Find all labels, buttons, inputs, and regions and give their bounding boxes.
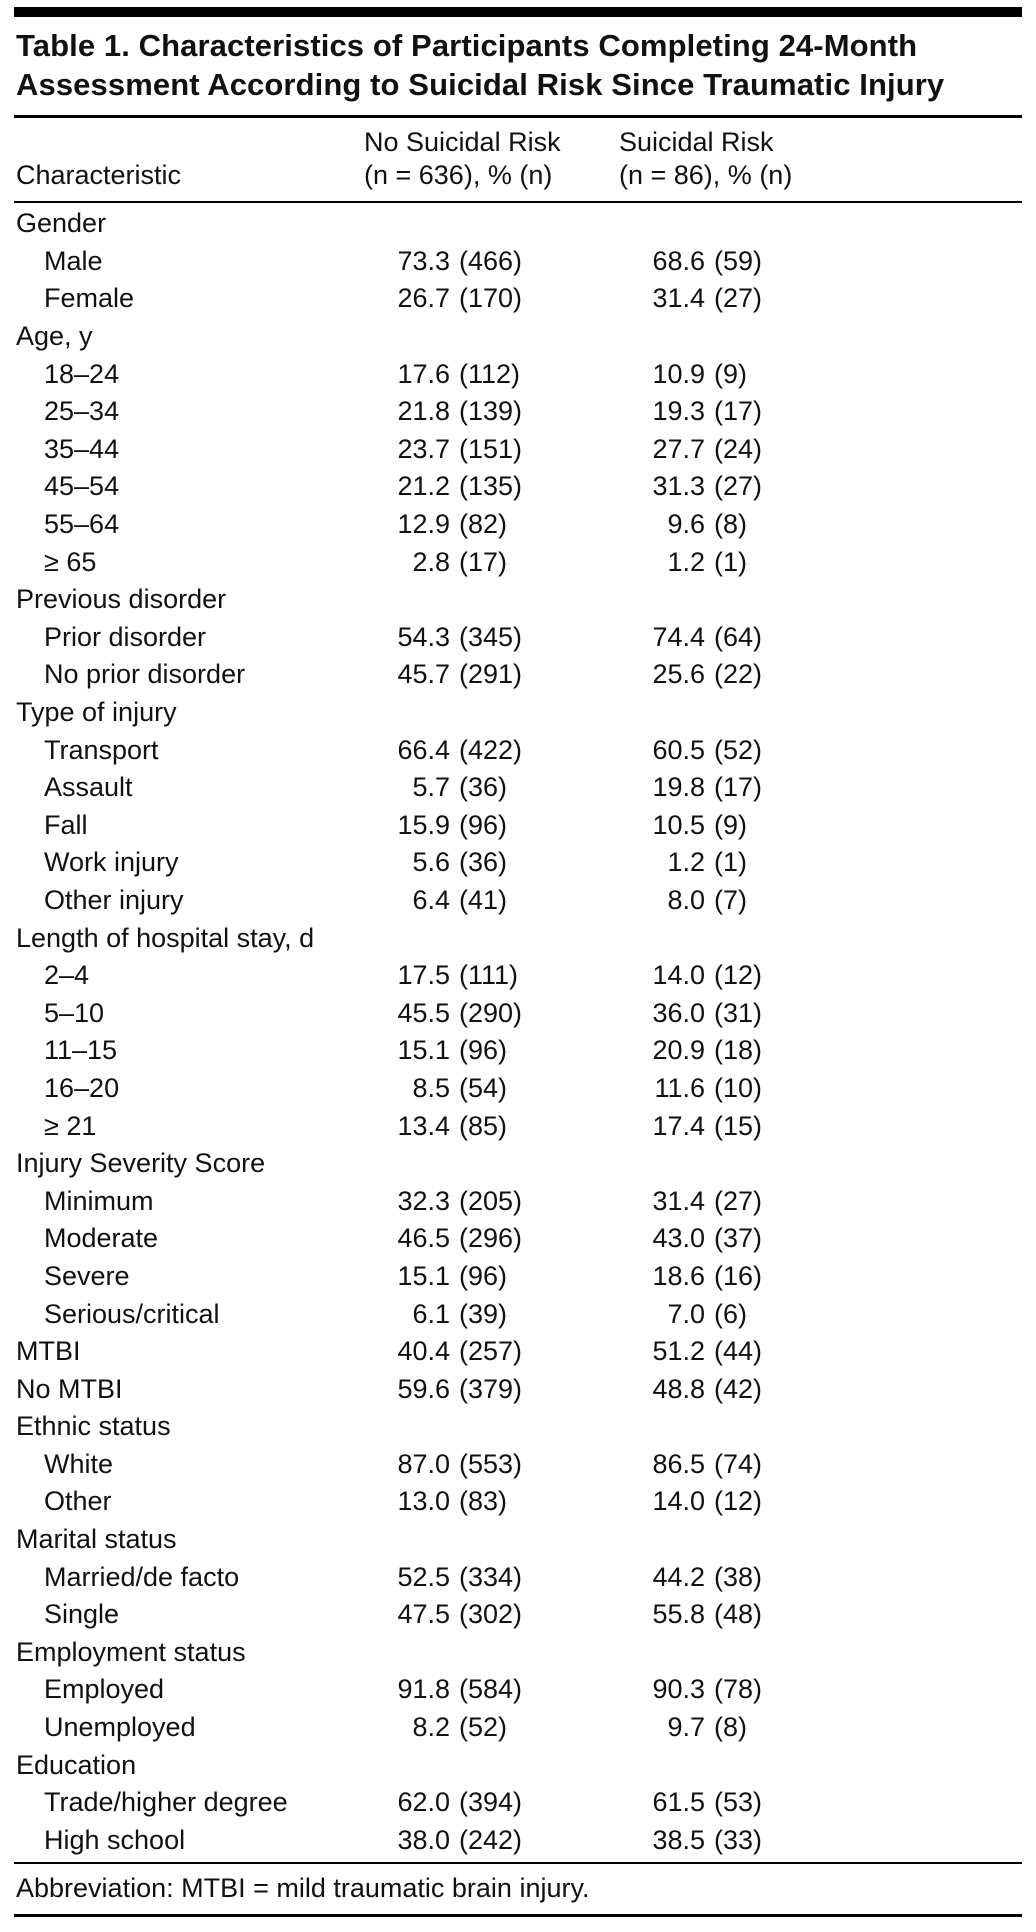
- value-no-risk: 45.7 (291): [397, 659, 523, 690]
- value-no-risk: 62.0 (394): [397, 1787, 523, 1818]
- table-row: [14, 205, 1022, 243]
- table-row: [14, 619, 1022, 657]
- value-no-risk: 91.8 (584): [397, 1674, 523, 1705]
- value-no-risk: 6.4 (41): [412, 884, 508, 915]
- row-label: Transport: [44, 734, 159, 765]
- value-no-risk: 21.2 (135): [397, 471, 523, 502]
- value-risk: 18.6 (16): [652, 1260, 763, 1291]
- value-no-risk: 47.5 (302): [397, 1599, 523, 1630]
- row-label: Serious/critical: [44, 1298, 220, 1329]
- row-label: Ethnic status: [16, 1411, 171, 1442]
- value-risk: 8.0 (7): [667, 884, 747, 915]
- row-label: Assault: [44, 772, 133, 803]
- table-row: [14, 994, 1022, 1032]
- value-no-risk: 46.5 (296): [397, 1223, 523, 1254]
- value-risk: 60.5 (52): [652, 734, 763, 765]
- value-no-risk: 8.2 (52): [412, 1712, 508, 1743]
- value-no-risk: 15.1 (96): [397, 1035, 508, 1066]
- value-no-risk: 59.6 (379): [397, 1373, 523, 1404]
- column-header-no-risk-line1: No Suicidal Risk: [364, 127, 561, 157]
- table-row: [14, 1145, 1022, 1183]
- table-row: [14, 506, 1022, 544]
- value-risk: 68.6 (59): [652, 245, 763, 276]
- row-label: High school: [44, 1824, 186, 1855]
- row-label: MTBI: [16, 1336, 81, 1367]
- row-label: Moderate: [44, 1223, 159, 1254]
- row-label: 45–54: [44, 471, 120, 502]
- value-no-risk: 52.5 (334): [397, 1561, 523, 1592]
- row-label: ≥ 21: [44, 1110, 97, 1141]
- value-risk: 14.0 (12): [652, 1486, 763, 1517]
- row-label: Female: [44, 283, 135, 314]
- value-risk: 9.6 (8): [667, 509, 747, 540]
- row-label: 25–34: [44, 396, 120, 427]
- table-row: [14, 1634, 1022, 1672]
- value-risk: 1.2 (1): [667, 847, 747, 878]
- table-row: [14, 1671, 1022, 1709]
- value-risk: 51.2 (44): [652, 1336, 763, 1367]
- table-header: [14, 118, 1022, 201]
- value-risk: 74.4 (64): [652, 621, 763, 652]
- table-row: [14, 1070, 1022, 1108]
- value-risk: 10.5 (9): [652, 809, 747, 840]
- column-header-no-risk: [364, 126, 619, 192]
- table-row: [14, 1784, 1022, 1822]
- table-row: [14, 957, 1022, 995]
- row-label: 5–10: [44, 997, 105, 1028]
- table-row: [14, 1182, 1022, 1220]
- table-row: [14, 694, 1022, 732]
- table-row: [14, 355, 1022, 393]
- row-label: Married/de facto: [44, 1561, 240, 1592]
- value-risk: 20.9 (18): [652, 1035, 763, 1066]
- table-row: [14, 769, 1022, 807]
- column-header-risk-line1: Suicidal Risk: [619, 127, 774, 157]
- value-no-risk: 12.9 (82): [397, 509, 508, 540]
- row-label: Age, y: [16, 321, 93, 352]
- column-header-characteristic: Characteristic: [16, 160, 182, 190]
- row-label: 35–44: [44, 433, 120, 464]
- table-row: [14, 1333, 1022, 1371]
- value-risk: 31.4 (27): [652, 1185, 763, 1216]
- value-risk: 44.2 (38): [652, 1561, 763, 1592]
- value-no-risk: 17.5 (111): [397, 960, 519, 991]
- table-row: [14, 1258, 1022, 1296]
- row-label: ≥ 65: [44, 546, 97, 577]
- footnote: Abbreviation: MTBI = mild traumatic brain injury.: [16, 1873, 590, 1904]
- table-row: [14, 844, 1022, 882]
- value-no-risk: 15.9 (96): [397, 809, 508, 840]
- row-label: Education: [16, 1749, 137, 1780]
- table-row: [14, 1032, 1022, 1070]
- value-no-risk: 26.7 (170): [397, 283, 523, 314]
- value-risk: 36.0 (31): [652, 997, 763, 1028]
- table-row: [14, 243, 1022, 281]
- value-no-risk: 40.4 (257): [397, 1336, 523, 1367]
- value-risk: 25.6 (22): [652, 659, 763, 690]
- table-row: [14, 431, 1022, 469]
- value-no-risk: 21.8 (139): [397, 396, 523, 427]
- value-no-risk: 13.4 (85): [397, 1110, 508, 1141]
- table-row: [14, 543, 1022, 581]
- row-label: Length of hospital stay, d: [16, 922, 315, 953]
- row-label: 16–20: [44, 1072, 120, 1103]
- value-no-risk: 17.6 (112): [397, 358, 521, 389]
- value-no-risk: 6.1 (39): [412, 1298, 508, 1329]
- value-risk: 31.4 (27): [652, 283, 763, 314]
- row-label: No prior disorder: [44, 659, 246, 690]
- value-risk: 48.8 (42): [652, 1373, 763, 1404]
- value-risk: 19.3 (17): [652, 396, 763, 427]
- row-label: Unemployed: [44, 1712, 196, 1743]
- row-label: Type of injury: [16, 697, 177, 728]
- row-label: Male: [44, 245, 103, 276]
- row-label: Gender: [16, 208, 107, 239]
- value-no-risk: 45.5 (290): [397, 997, 523, 1028]
- table-row: [14, 280, 1022, 318]
- page-title: Table 1. Characteristics of Participants Completing 24-Month Assessment According to Suicidal Risk Since Traumatic Injury: [16, 28, 945, 102]
- table-row: [14, 1408, 1022, 1446]
- row-label: Injury Severity Score: [16, 1148, 266, 1179]
- table-row: [14, 1709, 1022, 1747]
- row-label: Trade/higher degree: [44, 1787, 288, 1818]
- row-label: Work injury: [44, 847, 179, 878]
- value-risk: 86.5 (74): [652, 1448, 763, 1479]
- table-row: [14, 318, 1022, 356]
- value-risk: 90.3 (78): [652, 1674, 763, 1705]
- table-row: [14, 1107, 1022, 1145]
- table-row: [14, 1446, 1022, 1484]
- value-risk: 9.7 (8): [667, 1712, 747, 1743]
- table-row: [14, 807, 1022, 845]
- table-row: [14, 919, 1022, 957]
- row-label: Severe: [44, 1260, 130, 1291]
- table-row: [14, 1746, 1022, 1784]
- value-no-risk: 54.3 (345): [397, 621, 523, 652]
- value-no-risk: 13.0 (83): [397, 1486, 508, 1517]
- table-row: [14, 1596, 1022, 1634]
- table-row: [14, 1370, 1022, 1408]
- value-risk: 10.9 (9): [652, 358, 747, 389]
- table-row: [14, 1483, 1022, 1521]
- row-label: Other: [44, 1486, 112, 1517]
- row-label: Single: [44, 1599, 120, 1630]
- table-row: [14, 1220, 1022, 1258]
- table-row: [14, 581, 1022, 619]
- column-header-risk-line2: (n = 86), % (n): [619, 160, 793, 190]
- table-row: [14, 1558, 1022, 1596]
- table-row: [14, 1521, 1022, 1559]
- row-label: 2–4: [44, 960, 90, 991]
- table-row: [14, 1295, 1022, 1333]
- row-label: Other injury: [44, 884, 184, 915]
- row-label: Fall: [44, 809, 88, 840]
- value-risk: 31.3 (27): [652, 471, 763, 502]
- column-header-risk: [619, 126, 874, 192]
- value-no-risk: 15.1 (96): [397, 1260, 508, 1291]
- row-label: Prior disorder: [44, 621, 207, 652]
- value-risk: 19.8 (17): [652, 772, 763, 803]
- column-header-no-risk-line2: (n = 636), % (n): [364, 160, 553, 190]
- row-label: Employed: [44, 1674, 165, 1705]
- table-row: [14, 882, 1022, 920]
- row-label: Marital status: [16, 1524, 177, 1555]
- value-no-risk: 5.7 (36): [412, 772, 508, 803]
- value-no-risk: 38.0 (242): [397, 1824, 523, 1855]
- table-body: [14, 203, 1022, 1862]
- value-risk: 7.0 (6): [667, 1298, 747, 1329]
- value-no-risk: 2.8 (17): [412, 546, 508, 577]
- value-no-risk: 73.3 (466): [397, 245, 523, 276]
- row-label: Previous disorder: [16, 584, 227, 615]
- value-risk: 55.8 (48): [652, 1599, 763, 1630]
- value-risk: 1.2 (1): [667, 546, 747, 577]
- value-no-risk: 87.0 (553): [397, 1448, 523, 1479]
- value-no-risk: 23.7 (151): [397, 433, 523, 464]
- value-risk: 14.0 (12): [652, 960, 763, 991]
- row-label: 18–24: [44, 358, 120, 389]
- row-label: White: [44, 1448, 114, 1479]
- value-risk: 38.5 (33): [652, 1824, 763, 1855]
- value-no-risk: 5.6 (36): [412, 847, 508, 878]
- row-label: Minimum: [44, 1185, 154, 1216]
- table-row: [14, 393, 1022, 431]
- value-risk: 61.5 (53): [652, 1787, 763, 1818]
- value-no-risk: 32.3 (205): [397, 1185, 523, 1216]
- table-row: [14, 468, 1022, 506]
- value-risk: 43.0 (37): [652, 1223, 763, 1254]
- value-risk: 27.7 (24): [652, 433, 763, 464]
- row-label: 55–64: [44, 509, 120, 540]
- table-row: [14, 656, 1022, 694]
- value-no-risk: 66.4 (422): [397, 734, 523, 765]
- top-rule: [14, 7, 1022, 17]
- row-label: 11–15: [44, 1035, 118, 1066]
- row-label: No MTBI: [16, 1373, 123, 1404]
- bottom-rule: [14, 1914, 1022, 1917]
- table-row: [14, 1822, 1022, 1860]
- value-risk: 17.4 (15): [652, 1110, 763, 1141]
- value-risk: 11.6 (10): [654, 1072, 763, 1103]
- table-row: [14, 731, 1022, 769]
- row-label: Employment status: [16, 1636, 246, 1667]
- value-no-risk: 8.5 (54): [412, 1072, 508, 1103]
